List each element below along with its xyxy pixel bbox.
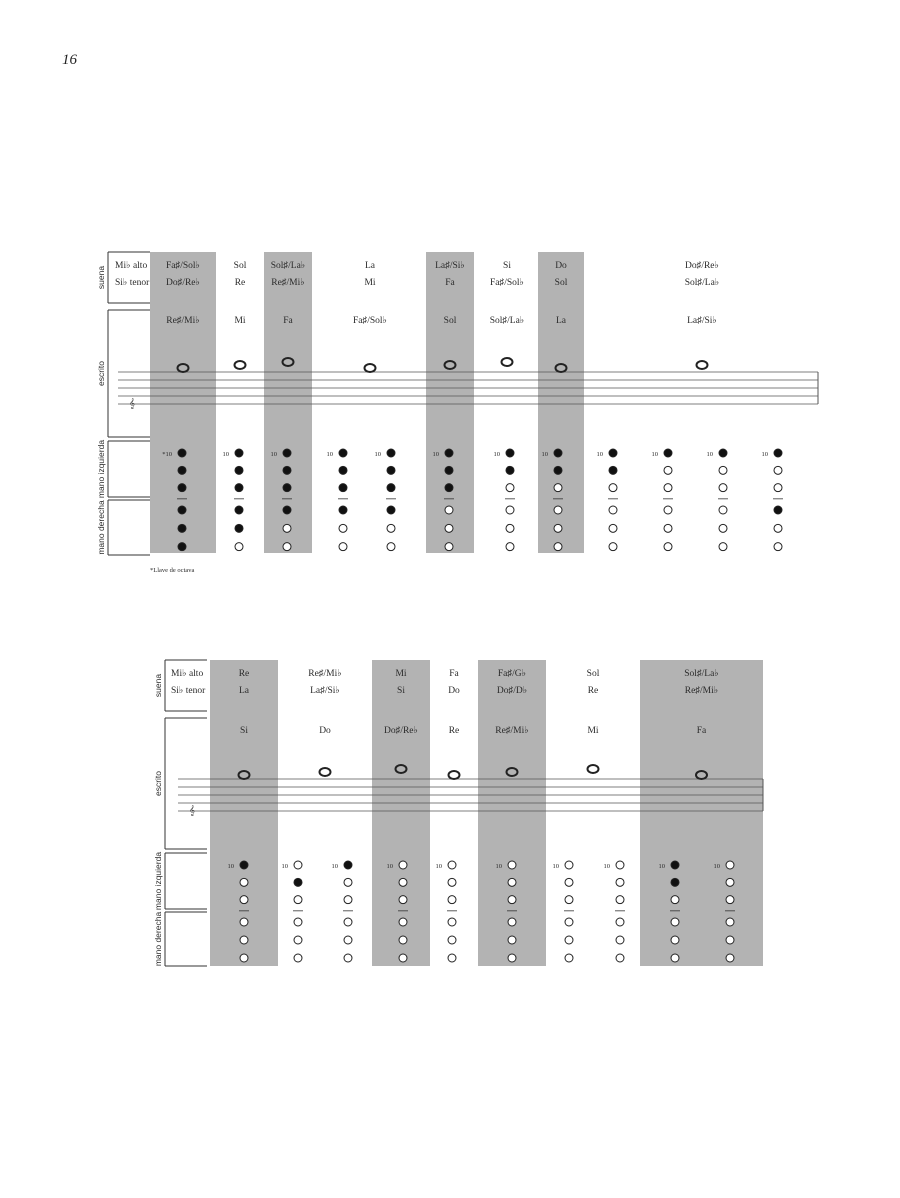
chart1-closed-hole-icon bbox=[235, 506, 243, 514]
chart1-alto-note: Do bbox=[555, 261, 567, 271]
chart2-octave-key-label: 10 bbox=[603, 863, 610, 870]
chart1-open-hole-icon bbox=[283, 524, 291, 532]
chart1-tenor-note: Fa bbox=[445, 278, 455, 288]
chart1-treble-clef-icon: 𝄞 bbox=[129, 399, 135, 409]
chart2-note-head-icon bbox=[449, 771, 460, 779]
chart1-escrito-label: escrito bbox=[96, 360, 106, 387]
chart1-open-hole-icon bbox=[387, 524, 395, 532]
chart2-open-hole-icon bbox=[616, 861, 624, 869]
chart1-closed-hole-icon bbox=[283, 506, 291, 514]
chart2-open-hole-icon bbox=[344, 878, 352, 886]
chart2-suena-label: suena bbox=[153, 673, 163, 698]
chart1-closed-hole-icon bbox=[339, 449, 347, 457]
chart2-mano-derecha-label: mano derecha bbox=[153, 911, 163, 967]
chart2-closed-hole-icon bbox=[671, 861, 679, 869]
chart2-open-hole-icon bbox=[399, 936, 407, 944]
chart2-open-hole-icon bbox=[565, 878, 573, 886]
chart2-open-hole-icon bbox=[240, 954, 248, 962]
chart2-open-hole-icon bbox=[344, 918, 352, 926]
chart2-tenor-label: Si♭ tenor bbox=[171, 686, 206, 696]
chart2-written-note: Do♯/Re♭ bbox=[383, 726, 419, 736]
chart2-octave-key-label: 10 bbox=[495, 863, 502, 870]
chart2-alto-note: Sol bbox=[586, 669, 600, 679]
chart2-tenor-note: Do♯/D♭ bbox=[496, 686, 528, 696]
chart1-open-hole-icon bbox=[774, 466, 782, 474]
chart2-mano-izquierda-label: mano izquierda bbox=[153, 851, 163, 911]
chart2-open-hole-icon bbox=[726, 861, 734, 869]
chart1-open-hole-icon bbox=[609, 506, 617, 514]
chart2-written-note: Fa bbox=[696, 726, 707, 736]
chart2-open-hole-icon bbox=[616, 918, 624, 926]
chart1-alto-label: Mi♭ alto bbox=[115, 261, 148, 271]
chart1-open-hole-icon bbox=[609, 524, 617, 532]
chart1-closed-hole-icon bbox=[506, 466, 514, 474]
chart2-open-hole-icon bbox=[240, 936, 248, 944]
chart1-octave-key-label: 10 bbox=[222, 451, 229, 458]
chart1-open-hole-icon bbox=[609, 543, 617, 551]
chart1-open-hole-icon bbox=[719, 506, 727, 514]
chart1-closed-hole-icon bbox=[235, 449, 243, 457]
chart2-open-hole-icon bbox=[616, 878, 624, 886]
chart2-open-hole-icon bbox=[240, 918, 248, 926]
chart2-open-hole-icon bbox=[448, 861, 456, 869]
chart2-octave-key-label: 10 bbox=[386, 863, 393, 870]
chart2-open-hole-icon bbox=[399, 918, 407, 926]
chart2-alto-note: Fa bbox=[449, 669, 459, 679]
chart1-open-hole-icon bbox=[664, 543, 672, 551]
chart1-tenor-note: Sol♯/La♭ bbox=[684, 278, 720, 288]
chart2-open-hole-icon bbox=[616, 936, 624, 944]
chart1-written-note: Fa bbox=[283, 316, 293, 326]
chart2-alto-note: Fa♯/G♭ bbox=[497, 669, 527, 679]
chart1-open-hole-icon bbox=[506, 543, 514, 551]
chart2-open-hole-icon bbox=[565, 896, 573, 904]
chart2-open-hole-icon bbox=[671, 918, 679, 926]
chart2-closed-hole-icon bbox=[344, 861, 352, 869]
chart1-closed-hole-icon bbox=[339, 466, 347, 474]
chart1-closed-hole-icon bbox=[506, 449, 514, 457]
chart1-closed-hole-icon bbox=[445, 466, 453, 474]
chart1-open-hole-icon bbox=[554, 524, 562, 532]
chart1-written-note: Re♯/Mi♭ bbox=[166, 316, 200, 326]
chart1-closed-hole-icon bbox=[235, 466, 243, 474]
chart2-open-hole-icon bbox=[399, 896, 407, 904]
chart1-octave-key-label: 10 bbox=[493, 451, 500, 458]
chart2-written-note: Re bbox=[448, 726, 460, 736]
chart2-tenor-note: La bbox=[238, 686, 250, 696]
chart1-alto-note: La♯/Si♭ bbox=[435, 261, 465, 271]
chart2-open-hole-icon bbox=[671, 954, 679, 962]
chart1-closed-hole-icon bbox=[445, 484, 453, 492]
chart2-open-hole-icon bbox=[294, 936, 302, 944]
chart1-octave-key-label: 10 bbox=[270, 451, 277, 458]
chart2-closed-hole-icon bbox=[240, 861, 248, 869]
chart2-shaded-column bbox=[640, 660, 763, 966]
chart1-closed-hole-icon bbox=[178, 506, 186, 514]
chart2-open-hole-icon bbox=[565, 918, 573, 926]
chart2-open-hole-icon bbox=[294, 861, 302, 869]
chart1-closed-hole-icon bbox=[387, 484, 395, 492]
chart1-mano-derecha-label: mano derecha bbox=[96, 500, 106, 555]
chart2-open-hole-icon bbox=[508, 918, 516, 926]
chart1-suena-label: suena bbox=[96, 265, 106, 290]
chart2-open-hole-icon bbox=[399, 878, 407, 886]
chart1-open-hole-icon bbox=[719, 524, 727, 532]
chart1-open-hole-icon bbox=[719, 466, 727, 474]
chart1-open-hole-icon bbox=[719, 543, 727, 551]
chart2-octave-key-label: 10 bbox=[331, 863, 338, 870]
chart1-closed-hole-icon bbox=[178, 484, 186, 492]
chart1-open-hole-icon bbox=[664, 484, 672, 492]
chart1-open-hole-icon bbox=[445, 524, 453, 532]
chart1-closed-hole-icon bbox=[283, 466, 291, 474]
chart1-closed-hole-icon bbox=[609, 466, 617, 474]
chart1-open-hole-icon bbox=[387, 543, 395, 551]
chart1-open-hole-icon bbox=[235, 543, 243, 551]
chart1-closed-hole-icon bbox=[387, 466, 395, 474]
chart2-open-hole-icon bbox=[508, 954, 516, 962]
chart1-alto-note: La bbox=[364, 261, 376, 271]
chart2-open-hole-icon bbox=[344, 936, 352, 944]
chart1-tenor-note: Fa♯/Sol♭ bbox=[489, 278, 525, 288]
chart2-note-head-icon bbox=[588, 765, 599, 773]
chart2-written-note: Si bbox=[240, 726, 248, 736]
chart1-open-hole-icon bbox=[445, 506, 453, 514]
chart1-tenor-note: Re bbox=[234, 278, 246, 288]
chart1-closed-hole-icon bbox=[554, 466, 562, 474]
chart2-open-hole-icon bbox=[671, 936, 679, 944]
chart1-note-head-icon bbox=[502, 358, 513, 366]
chart1-closed-hole-icon bbox=[178, 449, 186, 457]
chart1-octave-key-label: 10 bbox=[706, 451, 713, 458]
chart2-open-hole-icon bbox=[240, 878, 248, 886]
chart1-open-hole-icon bbox=[719, 484, 727, 492]
chart2-tenor-note: Do bbox=[448, 686, 460, 696]
chart1-written-note: La♯/Si♭ bbox=[687, 316, 717, 326]
chart2-octave-key-label: 10 bbox=[552, 863, 559, 870]
chart2-open-hole-icon bbox=[565, 954, 573, 962]
chart2-octave-key-label: 10 bbox=[435, 863, 442, 870]
chart1-closed-hole-icon bbox=[235, 484, 243, 492]
chart2-open-hole-icon bbox=[399, 954, 407, 962]
chart1-octave-key-label: 10 bbox=[432, 451, 439, 458]
chart2-open-hole-icon bbox=[726, 936, 734, 944]
chart1-octave-key-label: 10 bbox=[374, 451, 381, 458]
chart1-closed-hole-icon bbox=[445, 449, 453, 457]
chart2-alto-note: Re♯/Mi♭ bbox=[308, 669, 342, 679]
chart1-closed-hole-icon bbox=[283, 449, 291, 457]
chart1-open-hole-icon bbox=[774, 543, 782, 551]
chart1-closed-hole-icon bbox=[609, 449, 617, 457]
chart1-alto-note: Do♯/Re♭ bbox=[684, 261, 720, 271]
chart1-alto-note: Fa♯/Sol♭ bbox=[165, 261, 201, 271]
chart2-open-hole-icon bbox=[726, 896, 734, 904]
chart1-octave-key-label: 10 bbox=[326, 451, 333, 458]
chart2-tenor-note: Re bbox=[587, 686, 599, 696]
chart2-open-hole-icon bbox=[726, 954, 734, 962]
chart2-open-hole-icon bbox=[399, 861, 407, 869]
chart1-mano-izquierda-label: mano izquierda bbox=[96, 439, 106, 499]
chart1-closed-hole-icon bbox=[774, 449, 782, 457]
chart1-note-head-icon bbox=[235, 361, 246, 369]
chart2-open-hole-icon bbox=[448, 954, 456, 962]
chart1-closed-hole-icon bbox=[339, 506, 347, 514]
chart2-octave-key-label: 10 bbox=[713, 863, 720, 870]
chart2-alto-note: Sol♯/La♭ bbox=[684, 669, 719, 679]
chart1-octave-key-label: 10 bbox=[541, 451, 548, 458]
chart2-octave-key-label: 10 bbox=[227, 863, 234, 870]
chart2-open-hole-icon bbox=[294, 896, 302, 904]
chart2-closed-hole-icon bbox=[671, 878, 679, 886]
chart1-open-hole-icon bbox=[554, 543, 562, 551]
chart1-open-hole-icon bbox=[664, 466, 672, 474]
chart1-written-note: Mi bbox=[234, 316, 246, 326]
chart2-open-hole-icon bbox=[508, 936, 516, 944]
chart1-tenor-label: Si♭ tenor bbox=[115, 278, 150, 288]
chart2-open-hole-icon bbox=[448, 936, 456, 944]
chart2-open-hole-icon bbox=[508, 878, 516, 886]
chart1-open-hole-icon bbox=[609, 484, 617, 492]
chart1-open-hole-icon bbox=[664, 524, 672, 532]
chart1-closed-hole-icon bbox=[664, 449, 672, 457]
chart1-closed-hole-icon bbox=[554, 449, 562, 457]
chart2-open-hole-icon bbox=[508, 861, 516, 869]
chart2-open-hole-icon bbox=[344, 896, 352, 904]
chart1-open-hole-icon bbox=[774, 524, 782, 532]
chart2-treble-clef-icon: 𝄞 bbox=[189, 806, 195, 816]
chart1-open-hole-icon bbox=[339, 524, 347, 532]
chart2-alto-note: Mi bbox=[395, 669, 407, 679]
chart2-octave-key-label: 10 bbox=[281, 863, 288, 870]
chart2-open-hole-icon bbox=[671, 896, 679, 904]
chart2-tenor-note: Si bbox=[397, 686, 405, 696]
chart2-written-note: Do bbox=[319, 726, 331, 736]
chart2-alto-label: Mi♭ alto bbox=[171, 669, 204, 679]
chart2-open-hole-icon bbox=[508, 896, 516, 904]
chart1-written-note: La bbox=[555, 316, 567, 326]
chart2-open-hole-icon bbox=[240, 896, 248, 904]
chart2-written-note: Re♯/Mi♭ bbox=[495, 726, 529, 736]
chart1-closed-hole-icon bbox=[719, 449, 727, 457]
chart1-closed-hole-icon bbox=[387, 506, 395, 514]
chart2-open-hole-icon bbox=[448, 878, 456, 886]
chart2-open-hole-icon bbox=[616, 896, 624, 904]
chart1-written-note: Sol bbox=[443, 316, 457, 326]
chart1-open-hole-icon bbox=[664, 506, 672, 514]
chart2-open-hole-icon bbox=[565, 936, 573, 944]
chart1-tenor-note: Do♯/Re♭ bbox=[165, 278, 201, 288]
chart2-open-hole-icon bbox=[726, 878, 734, 886]
chart2-open-hole-icon bbox=[448, 896, 456, 904]
chart2-open-hole-icon bbox=[726, 918, 734, 926]
chart2-alto-note: Re bbox=[238, 669, 250, 679]
chart1-closed-hole-icon bbox=[178, 524, 186, 532]
chart1-closed-hole-icon bbox=[774, 506, 782, 514]
chart2-open-hole-icon bbox=[294, 918, 302, 926]
octave-key-footnote: *Llave de octava bbox=[150, 567, 195, 574]
chart1-alto-note: Si bbox=[503, 261, 511, 271]
chart2-octave-key-label: 10 bbox=[658, 863, 665, 870]
chart1-closed-hole-icon bbox=[178, 543, 186, 551]
chart2-open-hole-icon bbox=[565, 861, 573, 869]
page-number: 16 bbox=[62, 52, 77, 68]
chart1-written-note: Sol♯/La♭ bbox=[489, 316, 525, 326]
chart1-open-hole-icon bbox=[554, 506, 562, 514]
chart1-open-hole-icon bbox=[339, 543, 347, 551]
chart1-closed-hole-icon bbox=[387, 449, 395, 457]
chart1-tenor-note: Sol bbox=[554, 278, 568, 288]
chart1-written-note: Fa♯/Sol♭ bbox=[352, 316, 388, 326]
chart1-open-hole-icon bbox=[774, 484, 782, 492]
chart1-octave-key-label: *10 bbox=[162, 451, 172, 458]
chart1-closed-hole-icon bbox=[235, 524, 243, 532]
chart2-tenor-note: La♯/Si♭ bbox=[310, 686, 340, 696]
chart2-open-hole-icon bbox=[294, 954, 302, 962]
chart1-open-hole-icon bbox=[554, 484, 562, 492]
chart2-tenor-note: Re♯/Mi♭ bbox=[684, 686, 719, 696]
chart1-alto-note: Sol♯/La♭ bbox=[270, 261, 306, 271]
chart1-open-hole-icon bbox=[506, 524, 514, 532]
chart1-closed-hole-icon bbox=[178, 466, 186, 474]
chart1-alto-note: Sol bbox=[233, 261, 247, 271]
chart1-closed-hole-icon bbox=[339, 484, 347, 492]
chart1-note-head-icon bbox=[697, 361, 708, 369]
chart2-open-hole-icon bbox=[616, 954, 624, 962]
chart1-open-hole-icon bbox=[445, 543, 453, 551]
chart1-octave-key-label: 10 bbox=[651, 451, 658, 458]
chart1-octave-key-label: 10 bbox=[761, 451, 768, 458]
chart2-escrito-label: escrito bbox=[153, 770, 163, 797]
chart1-closed-hole-icon bbox=[283, 484, 291, 492]
chart1-open-hole-icon bbox=[283, 543, 291, 551]
chart1-note-head-icon bbox=[365, 364, 376, 372]
chart1-octave-key-label: 10 bbox=[596, 451, 603, 458]
chart2-written-note: Mi bbox=[587, 726, 599, 736]
chart2-note-head-icon bbox=[320, 768, 331, 776]
chart1-open-hole-icon bbox=[506, 484, 514, 492]
chart2-closed-hole-icon bbox=[294, 878, 302, 886]
chart2-open-hole-icon bbox=[344, 954, 352, 962]
chart1-tenor-note: Mi bbox=[364, 278, 376, 288]
chart1-open-hole-icon bbox=[506, 506, 514, 514]
chart1-tenor-note: Re♯/Mi♭ bbox=[271, 278, 305, 288]
chart2-open-hole-icon bbox=[448, 918, 456, 926]
